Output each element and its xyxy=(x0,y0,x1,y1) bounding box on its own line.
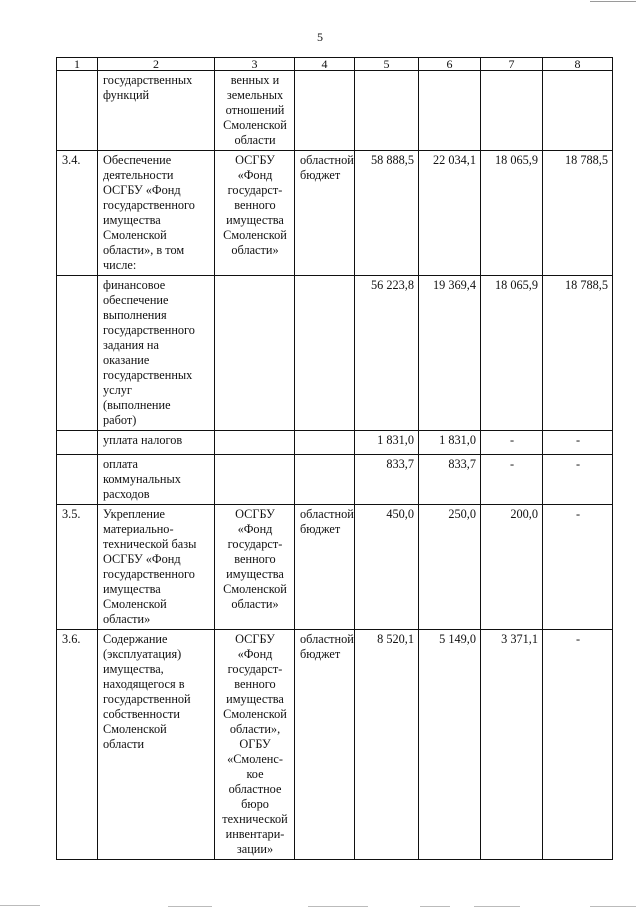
activity-name-cell xyxy=(98,630,215,860)
cell-line: государст- xyxy=(227,537,283,551)
row-number-cell xyxy=(57,431,98,455)
cell-line: оплата xyxy=(103,457,138,471)
executor-cell xyxy=(215,276,295,431)
cell-line: Укрепление xyxy=(103,507,166,521)
cell-line: имущества xyxy=(103,582,161,596)
cell-line: области xyxy=(103,737,145,751)
header-cell: 5 xyxy=(355,58,419,71)
cell-line: Смоленской xyxy=(103,597,167,611)
amount-cell-v7: 18 065,9 xyxy=(481,151,543,276)
cell-line: областной xyxy=(300,507,354,521)
cell-line: расходов xyxy=(103,487,150,501)
cell-line: выполнения xyxy=(103,308,167,322)
cell-line: области» xyxy=(231,243,279,257)
executor-cell xyxy=(215,630,295,860)
activity-name-cell xyxy=(98,151,215,276)
cell-line: Обеспечение xyxy=(103,153,172,167)
amount-cell-v8: 18 788,5 xyxy=(543,276,613,431)
funding-source-cell xyxy=(295,71,355,151)
cell-line: имущества xyxy=(103,213,161,227)
amount-cell-v6: 833,7 xyxy=(419,455,481,505)
activity-name-cell xyxy=(98,276,215,431)
amount-cell-v8: - xyxy=(543,431,613,455)
table-row xyxy=(57,431,613,455)
cell-line: государст- xyxy=(227,662,283,676)
header-cell: 2 xyxy=(98,58,215,71)
cell-line: задания на xyxy=(103,338,159,352)
cell-line: услуг xyxy=(103,383,132,397)
amount-cell-v5: 8 520,1 xyxy=(355,630,419,860)
funding-source-cell xyxy=(295,276,355,431)
activity-name-cell xyxy=(98,431,215,455)
executor-cell xyxy=(215,505,295,630)
activity-name-cell xyxy=(98,505,215,630)
cell-line: Смоленской xyxy=(223,228,287,242)
cell-line: областное xyxy=(228,782,282,796)
cell-line: имущества xyxy=(226,692,284,706)
amount-cell-v5: 1 831,0 xyxy=(355,431,419,455)
cell-line: технической базы xyxy=(103,537,197,551)
amount-cell-v8: 18 788,5 xyxy=(543,151,613,276)
header-cell: 6 xyxy=(419,58,481,71)
cell-line: области» xyxy=(231,597,279,611)
cell-line: областной xyxy=(300,153,354,167)
cell-line: имущества xyxy=(226,213,284,227)
cell-line: земельных xyxy=(226,88,284,102)
cell-line: ОСГБУ xyxy=(235,632,275,646)
cell-line: (эксплуатация) xyxy=(103,647,182,661)
amount-cell-v8: - xyxy=(543,455,613,505)
cell-line: ОСГБУ xyxy=(235,507,275,521)
funding-source-cell xyxy=(295,455,355,505)
cell-line: ОСГБУ «Фонд xyxy=(103,552,181,566)
cell-line: Смоленской xyxy=(223,707,287,721)
cell-line: ОСГБУ «Фонд xyxy=(103,183,181,197)
cell-line: государственного xyxy=(103,198,195,212)
cell-line: областной xyxy=(300,632,354,646)
cell-line: отношений xyxy=(225,103,285,117)
table-row xyxy=(57,276,613,431)
row-number-cell: 3.4. xyxy=(57,151,98,276)
table-row xyxy=(57,505,613,630)
amount-cell-v7: 3 371,1 xyxy=(481,630,543,860)
funding-source-cell xyxy=(295,505,355,630)
cell-line: финансовое xyxy=(103,278,166,292)
cell-line: «Смоленс- xyxy=(227,752,283,766)
cell-line: зации» xyxy=(236,842,274,856)
header-cell: 4 xyxy=(295,58,355,71)
amount-cell-v5: 450,0 xyxy=(355,505,419,630)
scan-artifact-line xyxy=(474,906,520,907)
cell-line: ОГБУ xyxy=(239,737,271,751)
funding-source-cell xyxy=(295,151,355,276)
cell-line: деятельности xyxy=(103,168,174,182)
amount-cell-v6 xyxy=(419,71,481,151)
amount-cell-v5 xyxy=(355,71,419,151)
amount-cell-v8 xyxy=(543,71,613,151)
activity-name-cell xyxy=(98,455,215,505)
header-row xyxy=(57,58,613,71)
cell-line: (выполнение xyxy=(103,398,171,412)
amount-cell-v6: 250,0 xyxy=(419,505,481,630)
cell-line: бюро xyxy=(241,797,269,811)
funding-source-cell xyxy=(295,630,355,860)
amount-cell-v8: - xyxy=(543,505,613,630)
cell-line: государст- xyxy=(227,183,283,197)
scan-artifact-line xyxy=(168,906,212,907)
scan-artifact-line xyxy=(0,905,40,906)
amount-cell-v6: 5 149,0 xyxy=(419,630,481,860)
cell-line: Смоленской xyxy=(223,582,287,596)
executor-cell xyxy=(215,151,295,276)
amount-cell-v5: 58 888,5 xyxy=(355,151,419,276)
amount-cell-v8: - xyxy=(543,630,613,860)
row-number-cell xyxy=(57,455,98,505)
header-cell: 1 xyxy=(57,58,98,71)
cell-line: «Фонд xyxy=(237,647,273,661)
cell-line: числе: xyxy=(103,258,137,272)
amount-cell-v7: 18 065,9 xyxy=(481,276,543,431)
executor-cell xyxy=(215,431,295,455)
cell-line: материально- xyxy=(103,522,174,536)
budget-table xyxy=(56,57,613,860)
amount-cell-v6: 1 831,0 xyxy=(419,431,481,455)
cell-line: Смоленской xyxy=(223,118,287,132)
cell-line: находящегося в xyxy=(103,677,185,691)
cell-line: бюджет xyxy=(300,522,341,536)
cell-line: венного xyxy=(234,198,276,212)
cell-line: инвентари- xyxy=(225,827,285,841)
amount-cell-v7: 200,0 xyxy=(481,505,543,630)
row-number-cell xyxy=(57,71,98,151)
cell-line: коммунальных xyxy=(103,472,181,486)
cell-line: Смоленской xyxy=(103,228,167,242)
table-row xyxy=(57,455,613,505)
cell-line: Смоленской xyxy=(103,722,167,736)
cell-line: имущества, xyxy=(103,662,164,676)
cell-line: бюджет xyxy=(300,647,341,661)
cell-line: государственных xyxy=(103,368,193,382)
cell-line: оказание xyxy=(103,353,150,367)
cell-line: уплата налогов xyxy=(103,433,183,447)
row-number-cell: 3.5. xyxy=(57,505,98,630)
header-cell: 7 xyxy=(481,58,543,71)
amount-cell-v6: 22 034,1 xyxy=(419,151,481,276)
cell-line: области» xyxy=(103,612,151,626)
cell-line: области xyxy=(234,133,276,147)
cell-line: кое xyxy=(246,767,264,781)
cell-line: государственного xyxy=(103,567,195,581)
cell-line: имущества xyxy=(226,567,284,581)
executor-cell xyxy=(215,455,295,505)
amount-cell-v7 xyxy=(481,71,543,151)
cell-line: обеспечение xyxy=(103,293,169,307)
cell-line: области», xyxy=(229,722,281,736)
cell-line: собственности xyxy=(103,707,180,721)
cell-line: венного xyxy=(234,677,276,691)
cell-line: технической xyxy=(222,812,288,826)
cell-line: бюджет xyxy=(300,168,341,182)
cell-line: работ) xyxy=(103,413,137,427)
amount-cell-v5: 56 223,8 xyxy=(355,276,419,431)
scan-artifact-line xyxy=(590,1,636,2)
cell-line: ОСГБУ xyxy=(235,153,275,167)
cell-line: венных и xyxy=(230,73,280,87)
scan-artifact-line xyxy=(308,906,368,907)
cell-line: области», в том xyxy=(103,243,185,257)
executor-cell xyxy=(215,71,295,151)
cell-line: государственной xyxy=(103,692,191,706)
cell-line: государственных xyxy=(103,73,193,87)
table-row xyxy=(57,151,613,276)
amount-cell-v6: 19 369,4 xyxy=(419,276,481,431)
row-number-cell xyxy=(57,276,98,431)
funding-source-cell xyxy=(295,431,355,455)
cell-line: венного xyxy=(234,552,276,566)
cell-line: Содержание xyxy=(103,632,168,646)
row-number-cell: 3.6. xyxy=(57,630,98,860)
scan-artifact-line xyxy=(590,906,636,907)
scan-artifact-line xyxy=(420,906,450,907)
header-cell: 8 xyxy=(543,58,613,71)
cell-line: государственного xyxy=(103,323,195,337)
table-row xyxy=(57,71,613,151)
cell-line: «Фонд xyxy=(237,522,273,536)
cell-line: функций xyxy=(103,88,150,102)
activity-name-cell xyxy=(98,71,215,151)
amount-cell-v5: 833,7 xyxy=(355,455,419,505)
amount-cell-v7: - xyxy=(481,455,543,505)
header-cell: 3 xyxy=(215,58,295,71)
table-row xyxy=(57,630,613,860)
page-number: 5 xyxy=(317,30,323,44)
cell-line: «Фонд xyxy=(237,168,273,182)
amount-cell-v7: - xyxy=(481,431,543,455)
